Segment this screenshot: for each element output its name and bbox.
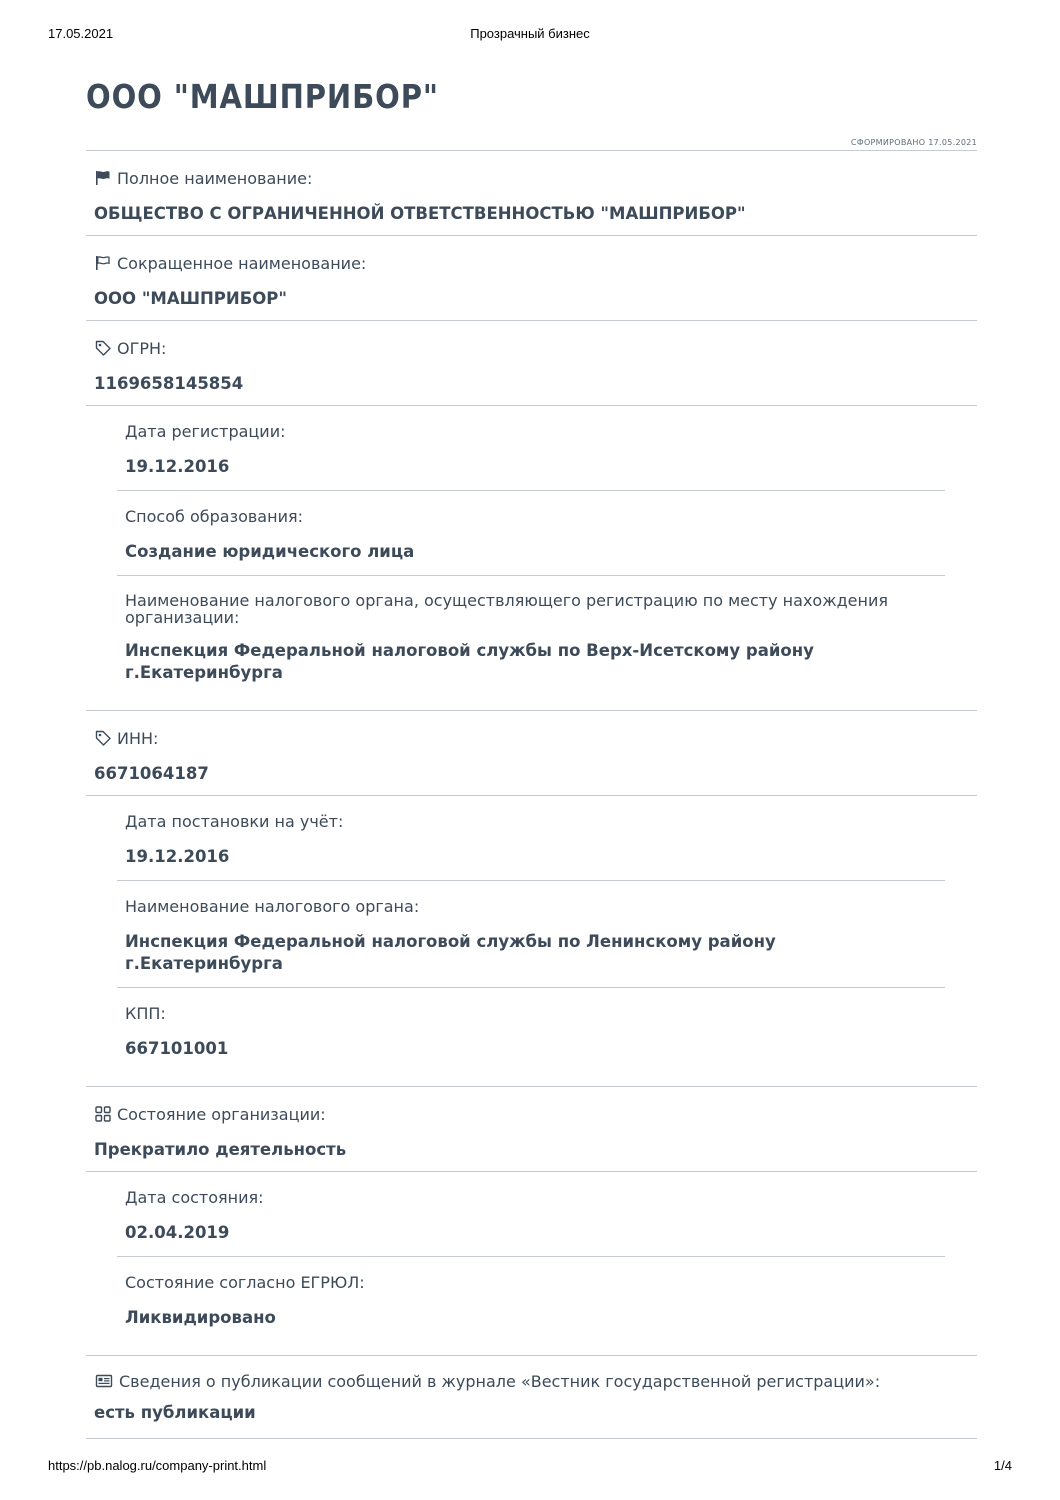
registration-date-value: 19.12.2016: [125, 457, 230, 476]
section-status: [86, 1087, 977, 1356]
tax-authority-value: Инспекция Федеральной налоговой службы по Ленинскому району г.Екатеринбурга: [125, 932, 776, 973]
field-kpp: [117, 988, 945, 1086]
newspaper-icon: [94, 1372, 114, 1390]
kpp-value: 667101001: [125, 1039, 229, 1058]
field-registration-date: [117, 406, 945, 491]
formed-date: СФОРМИРОВАНО 17.05.2021: [850, 138, 977, 147]
flag-solid-icon: [94, 169, 112, 187]
field-status: [86, 1087, 977, 1172]
kpp-label: КПП:: [125, 1004, 166, 1023]
tag-icon: [94, 339, 112, 357]
ogrn-label: ОГРН:: [117, 339, 167, 358]
page-title: ООО "МАШПРИБОР": [86, 77, 439, 116]
section-ogrn: [86, 321, 977, 711]
section-publications: [86, 1356, 977, 1439]
egrul-status-value: Ликвидировано: [125, 1308, 276, 1327]
status-date-label: Дата состояния:: [125, 1188, 264, 1207]
registering-authority-value: Инспекция Федеральной налоговой службы по Верх-Исетскому району г.Екатеринбурга: [125, 641, 814, 682]
field-inn: [86, 711, 977, 796]
field-ogrn: [86, 321, 977, 406]
tax-registration-date-label: Дата постановки на учёт:: [125, 812, 344, 831]
print-date: 17.05.2021: [48, 26, 114, 41]
field-egrul-status: [117, 1257, 945, 1355]
field-full-name: [86, 151, 977, 235]
grid-icon: [94, 1105, 112, 1123]
field-short-name: [86, 236, 977, 320]
full-name-label: Полное наименование:: [117, 169, 313, 188]
print-header: [48, 26, 1012, 44]
full-name-value: ОБЩЕСТВО С ОГРАНИЧЕННОЙ ОТВЕТСТВЕННОСТЬЮ "МАШПРИБОР": [94, 204, 746, 223]
field-status-date: [117, 1172, 945, 1257]
section-short-name: [86, 236, 977, 321]
page-counter: 1/4: [993, 1458, 1012, 1473]
print-page-title: Прозрачный бизнес: [470, 26, 590, 41]
status-details: [117, 1172, 945, 1355]
formation-method-value: Создание юридического лица: [125, 542, 415, 561]
tag-icon: [94, 729, 112, 747]
inn-label: ИНН:: [117, 729, 159, 748]
short-name-label: Сокращенное наименование:: [117, 254, 367, 273]
field-publications: [86, 1356, 977, 1438]
inn-details: [117, 796, 945, 1086]
formation-method-label: Способ образования:: [125, 507, 303, 526]
tax-authority-label: Наименование налогового органа:: [125, 897, 420, 916]
status-label: Состояние организации:: [117, 1105, 326, 1124]
field-tax-registration-date: [117, 796, 945, 881]
status-value: Прекратило деятельность: [94, 1140, 347, 1159]
tax-registration-date-value: 19.12.2016: [125, 847, 230, 866]
publications-label: Сведения о публикации сообщений в журнале «Вестник государственной регистрации»:: [119, 1372, 881, 1391]
short-name-value: ООО "МАШПРИБОР": [94, 289, 287, 308]
field-tax-authority: [117, 881, 945, 988]
ogrn-details: [117, 406, 945, 710]
section-inn: [86, 711, 977, 1087]
ogrn-value: 1169658145854: [94, 374, 244, 393]
print-url: https://pb.nalog.ru/company-print.html: [48, 1458, 267, 1473]
section-full-name: [86, 151, 977, 236]
status-date-value: 02.04.2019: [125, 1223, 230, 1242]
field-formation-method: [117, 491, 945, 576]
publications-value: есть публикации: [94, 1403, 256, 1422]
registering-authority-label: Наименование налогового органа, осуществляющего регистрацию по месту нахождения организации:: [125, 591, 888, 627]
flag-outline-icon: [94, 254, 112, 272]
registration-date-label: Дата регистрации:: [125, 422, 286, 441]
inn-value: 6671064187: [94, 764, 209, 783]
company-card: [86, 74, 977, 1439]
print-footer: [48, 1458, 1012, 1476]
field-registering-authority: [117, 576, 945, 710]
egrul-status-label: Состояние согласно ЕГРЮЛ:: [125, 1273, 365, 1292]
